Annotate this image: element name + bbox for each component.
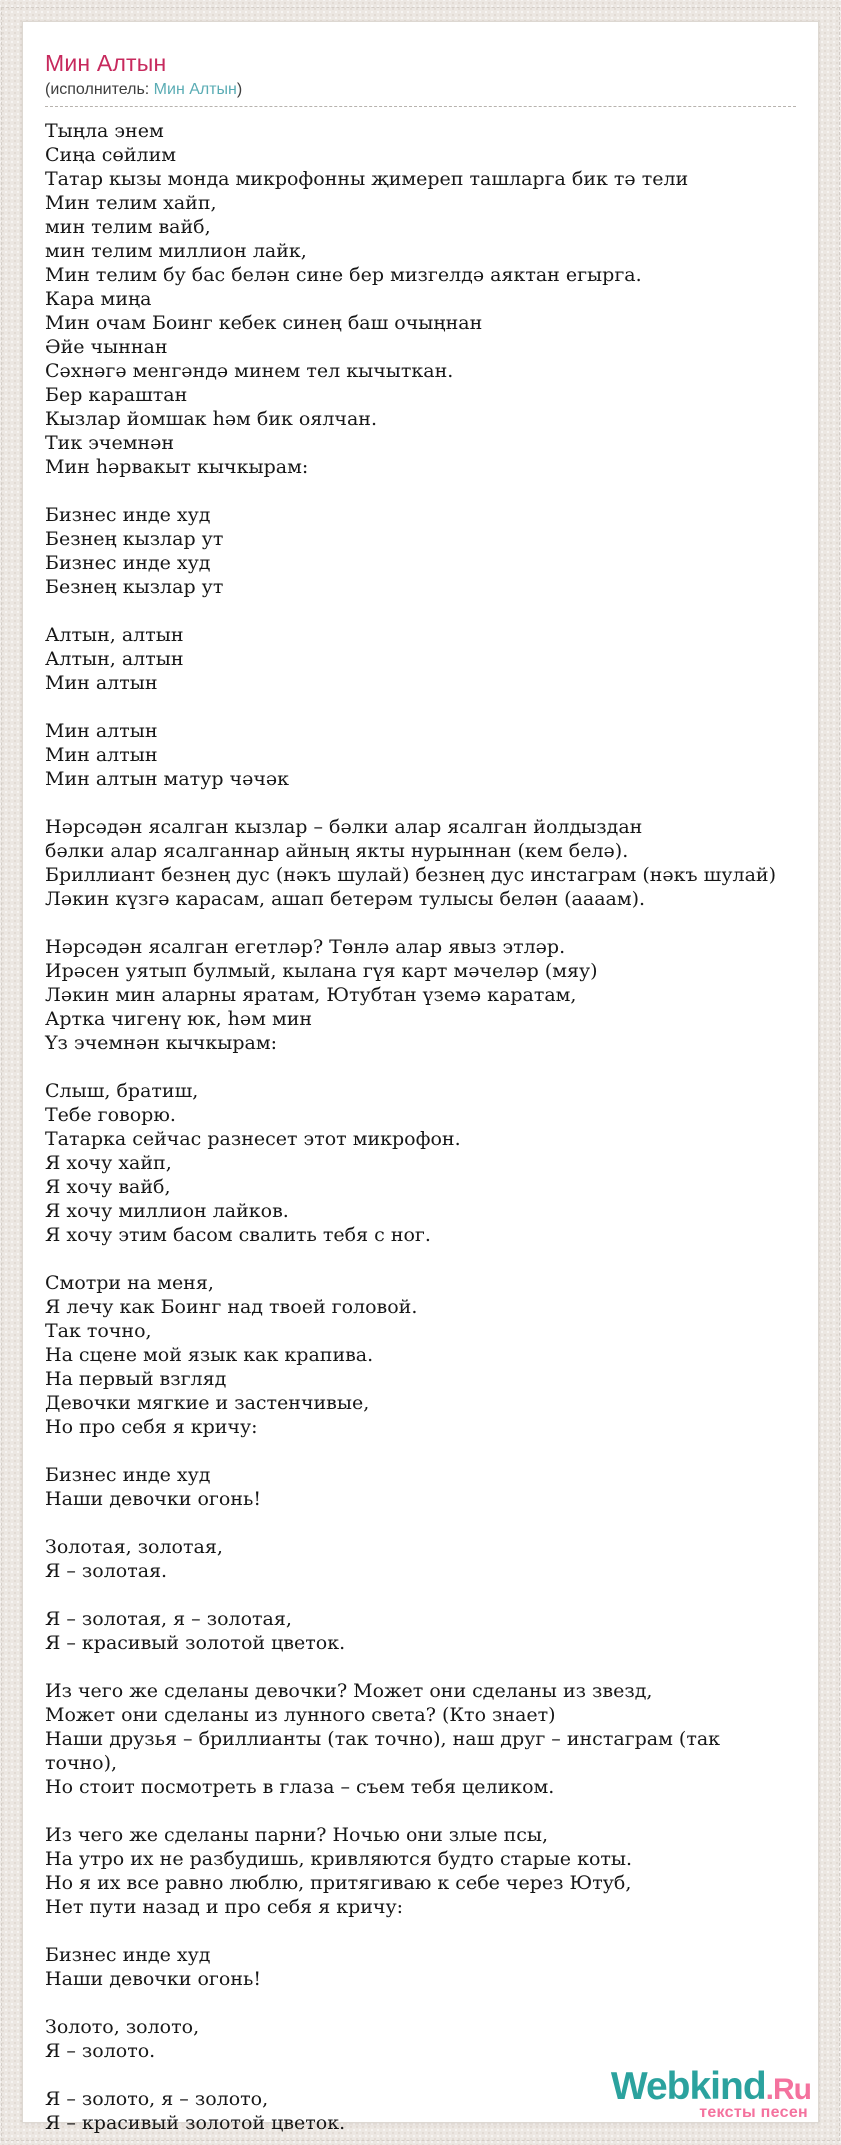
lyrics-line: Мин алтын (45, 672, 158, 694)
lyrics-stanza (45, 1079, 796, 1247)
lyrics-line: Мин алтын (45, 744, 158, 766)
lyrics-line: На сцене мой язык как крапива. (45, 1344, 374, 1366)
lyrics-line: Я хочу вайб, (45, 1176, 171, 1198)
artist-suffix: ) (236, 81, 243, 98)
lyrics-line: Мин алтын матур чәчәк (45, 768, 290, 790)
lyrics-line: Из чего же сделаны парни? Ночью они злые псы, (45, 1824, 549, 1846)
lyrics-line: Бизнес инде худ (45, 504, 211, 526)
lyrics-text (45, 119, 796, 2135)
lyrics-line: Смотри на меня, (45, 1272, 214, 1294)
lyrics-stanza (45, 119, 796, 479)
artist-line (45, 80, 796, 100)
lyrics-line: бәлки алар ясалганнар айның якты нурыннан (кем белә). (45, 840, 629, 862)
lyrics-line: Ләкин күзгә карасам, ашап бетерәм тулысы белән (аааам). (45, 888, 646, 910)
lyrics-stanza (45, 935, 796, 1055)
logo-tagline: тексты песен (699, 2104, 808, 2121)
lyrics-line: Я хочу хайп, (45, 1152, 172, 1174)
lyrics-line: На утро их не разбудишь, кривляются будто старые коты. (45, 1848, 633, 1870)
lyrics-line: Я – красивый золотой цветок. (45, 1632, 346, 1654)
lyrics-stanza (45, 1271, 796, 1439)
lyrics-line: Золотая, золотая, (45, 1536, 223, 1558)
webkind-logo-wordmark (611, 2067, 811, 2106)
lyrics-stanza (45, 719, 796, 791)
lyrics-line: Нәрсәдән ясалган кызлар – бәлки алар ясалган йолдыздан (45, 816, 643, 838)
lyrics-stanza (45, 1823, 796, 1919)
lyrics-stanza (45, 503, 796, 599)
lyrics-line: Я – золотая, я – золотая, (45, 1608, 292, 1630)
lyrics-line: Я – золотая. (45, 1560, 168, 1582)
lyrics-line: Кара миңа (45, 288, 152, 310)
lyrics-line: На первый взгляд (45, 1368, 227, 1390)
lyrics-line: Мин телим хайп, (45, 192, 217, 214)
lyrics-line: Я хочу этим басом свалить тебя с ног. (45, 1224, 431, 1246)
lyrics-line: Я лечу как Боинг над твоей головой. (45, 1296, 418, 1318)
lyrics-stanza (45, 1463, 796, 1511)
lyrics-line: Татар кызы монда микрофонны җимереп ташларга бик тә тели (45, 168, 689, 190)
lyrics-line: Но стоит посмотреть в глаза – съем тебя целиком. (45, 1776, 555, 1798)
lyrics-stanza (45, 1943, 796, 1991)
page-title: Мин Алтын (45, 50, 167, 76)
lyrics-line: Мин һәрвакыт кычкырам: (45, 456, 309, 478)
lyrics-line: Сиңа сөйлим (45, 144, 177, 166)
lyrics-line: Я хочу миллион лайков. (45, 1200, 289, 1222)
lyrics-line: Бизнес инде худ (45, 1464, 211, 1486)
lyrics-line: Бриллиант безнең дус (нәкъ шулай) безнең дус инстаграм (нәкъ шулай) (45, 864, 776, 886)
lyrics-line: Татарка сейчас разнесет этот микрофон. (45, 1128, 461, 1150)
lyrics-line: Алтын, алтын (45, 624, 184, 646)
lyrics-line: Нет пути назад и про себя я кричу: (45, 1896, 404, 1918)
lyrics-stanza (45, 2015, 796, 2063)
lyrics-line: Из чего же сделаны девочки? Может они сделаны из звезд, (45, 1680, 653, 1702)
lyrics-line: Тик эчемнән (45, 432, 175, 454)
logo-ru-text: .Ru (765, 2073, 811, 2106)
lyrics-line: Девочки мягкие и застенчивые, (45, 1392, 370, 1414)
lyrics-line: Но про себя я кричу: (45, 1416, 258, 1438)
lyrics-line: Ләкин мин аларны яратам, Ютубтан үземә каратам, (45, 984, 577, 1006)
lyrics-line: Сәхнәгә менгәндә минем тел кычыткан. (45, 360, 454, 382)
lyrics-line: Слыш, братиш, (45, 1080, 199, 1102)
lyrics-line: Тыңла энем (45, 120, 164, 142)
lyrics-stanza (45, 815, 796, 911)
lyrics-line: Наши девочки огонь! (45, 1968, 261, 1990)
lyrics-line: Я – красивый золотой цветок. (45, 2112, 346, 2134)
lyrics-line: Артка чигенү юк, һәм мин (45, 1008, 313, 1030)
lyrics-line: Әйе чыннан (45, 336, 168, 358)
lyrics-line: Я – золото, я – золото, (45, 2088, 269, 2110)
lyrics-line: Үз эчемнән кычкырам: (45, 1032, 278, 1054)
lyrics-line: Мин телим бу бас белән сине бер мизгелдә аяктан егырга. (45, 264, 642, 286)
lyrics-line: Мин очам Боинг кебек синең баш очыңнан (45, 312, 483, 334)
lyrics-line: Нәрсәдән ясалган егетләр? Төнлә алар явыз этләр. (45, 936, 566, 958)
lyrics-line: мин телим вайб, (45, 216, 211, 238)
lyrics-line: Я – золото. (45, 2040, 156, 2062)
lyrics-stanza (45, 1679, 796, 1799)
lyrics-line: Золото, золото, (45, 2016, 200, 2038)
lyrics-line: Безнең кызлар ут (45, 576, 224, 598)
lyrics-line: Бер караштан (45, 384, 188, 406)
lyrics-line: Бизнес инде худ (45, 1944, 211, 1966)
header-separator (45, 106, 796, 107)
lyrics-line: Бизнес инде худ (45, 552, 211, 574)
lyrics-line: мин телим миллион лайк, (45, 240, 307, 262)
lyrics-line: Ирәсен уятып булмый, кылана гүя карт мәчеләр (мяу) (45, 960, 598, 982)
lyrics-line: Наши друзья – бриллианты (так точно), наш друг – инстаграм (так точно), (45, 1728, 727, 1774)
lyrics-card (22, 21, 819, 2134)
logo-webkind-text: Webkind (610, 2065, 766, 2108)
artist-link[interactable]: Мин Алтын (153, 81, 237, 98)
lyrics-stanza (45, 1535, 796, 1583)
lyrics-line: Тебе говорю. (45, 1104, 176, 1126)
lyrics-stanza (45, 1607, 796, 1655)
lyrics-line: Мин алтын (45, 720, 158, 742)
lyrics-line: Кызлар йомшак һәм бик оялчан. (45, 408, 377, 430)
lyrics-line: Безнең кызлар ут (45, 528, 224, 550)
webkind-logo[interactable] (611, 2067, 811, 2121)
lyrics-line: Наши девочки огонь! (45, 1488, 261, 1510)
artist-prefix: (исполнитель: (45, 81, 154, 98)
lyrics-stanza (45, 623, 796, 695)
lyrics-line: Алтын, алтын (45, 648, 184, 670)
lyrics-line: Может они сделаны из лунного света? (Кто знает) (45, 1704, 556, 1726)
lyrics-line: Так точно, (45, 1320, 152, 1342)
lyrics-line: Но я их все равно люблю, притягиваю к себе через Ютуб, (45, 1872, 632, 1894)
